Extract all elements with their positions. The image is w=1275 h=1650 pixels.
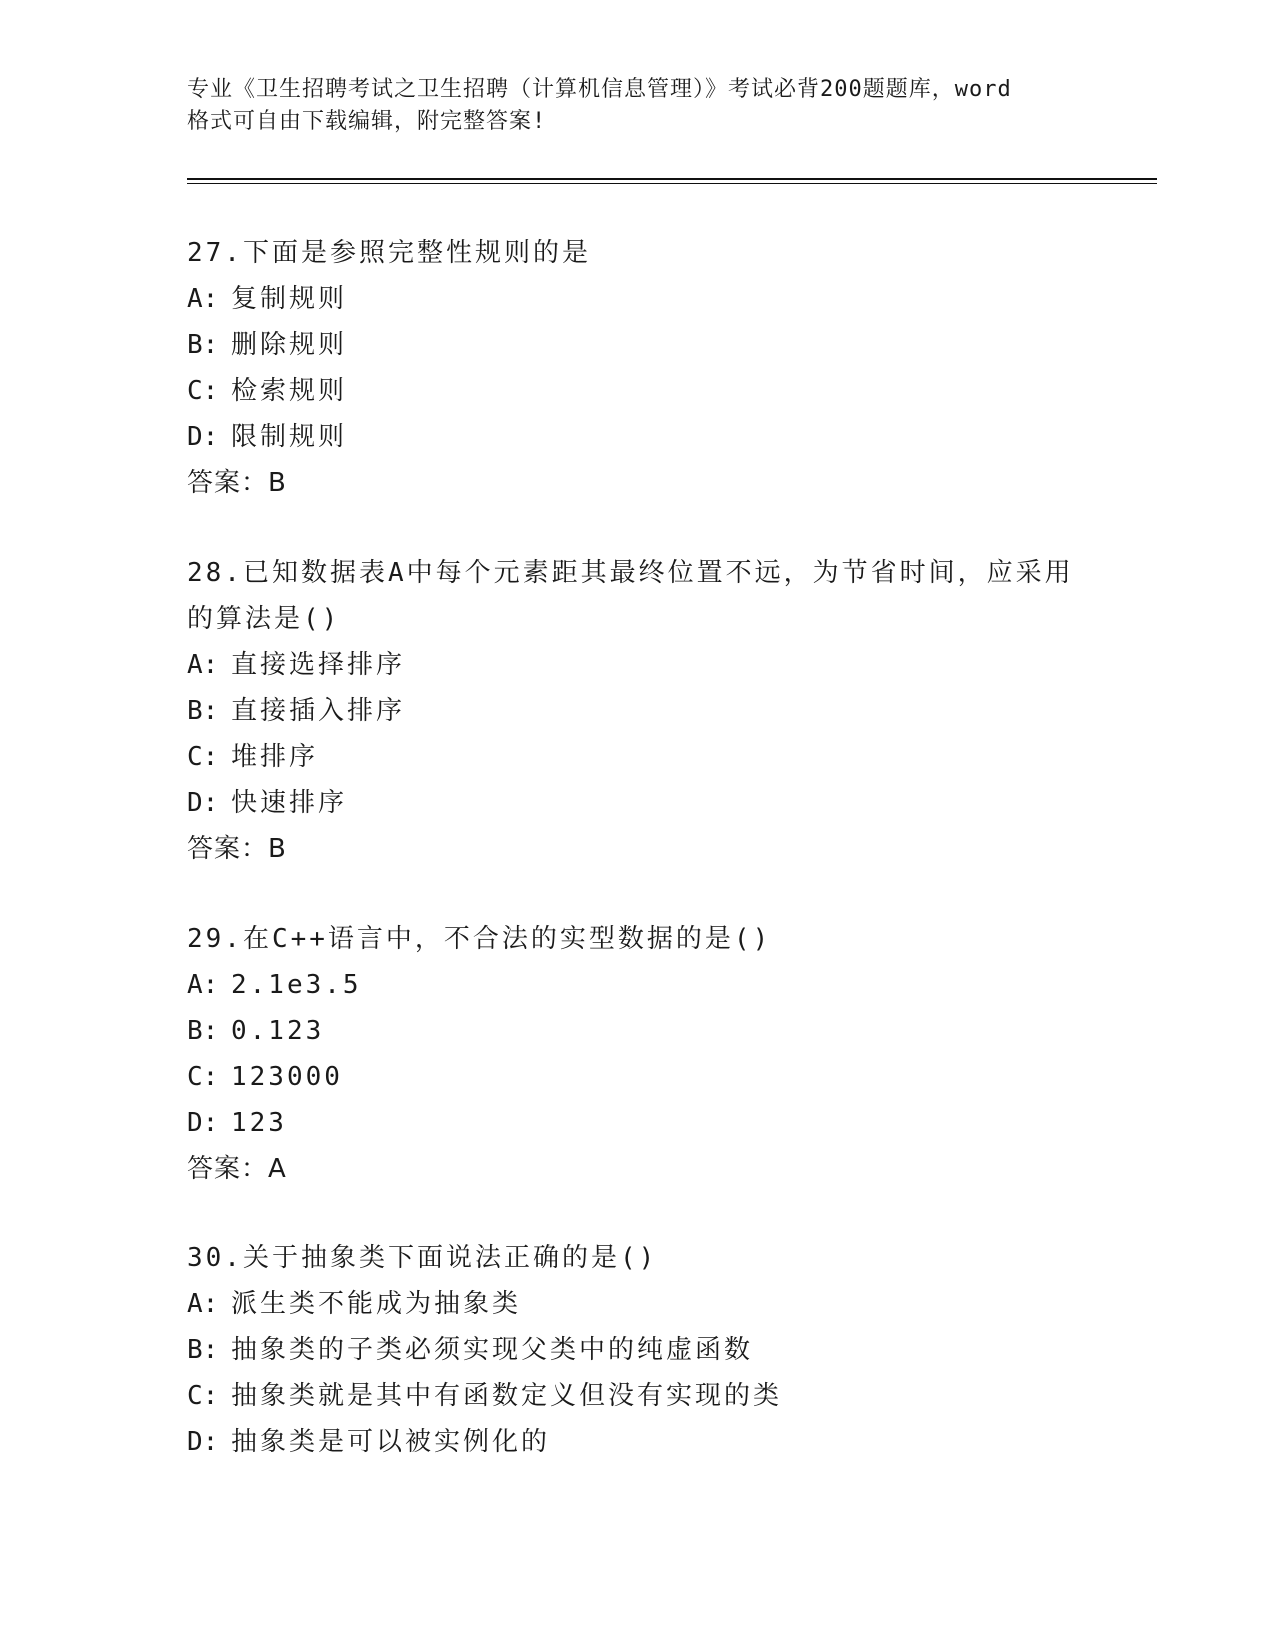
question-30 xyxy=(187,1235,1087,1465)
option-letter: C: xyxy=(187,376,219,406)
question-stem: 30.关于抽象类下面说法正确的是() xyxy=(187,1243,658,1273)
question-stem-continued: 的算法是() xyxy=(187,604,341,634)
option-a xyxy=(187,276,1087,322)
option-letter: C: xyxy=(187,742,219,772)
option-c xyxy=(187,734,1087,780)
answer-line: 答案：A xyxy=(187,1154,287,1184)
option-c xyxy=(187,1373,1087,1419)
option-c xyxy=(187,368,1087,414)
option-text: 0.123 xyxy=(231,1016,325,1046)
option-letter: D: xyxy=(187,788,219,818)
option-text: 派生类不能成为抽象类 xyxy=(231,1289,522,1319)
header-divider-thin xyxy=(187,183,1157,184)
option-b xyxy=(187,1327,1087,1373)
option-d xyxy=(187,1419,1087,1465)
question-27 xyxy=(187,230,1087,506)
answer-line: 答案：B xyxy=(187,468,287,498)
option-text: 抽象类的子类必须实现父类中的纯虚函数 xyxy=(231,1335,754,1365)
option-b xyxy=(187,322,1087,368)
option-letter: D: xyxy=(187,1427,219,1457)
option-letter: B: xyxy=(187,1335,219,1365)
option-letter: A: xyxy=(187,650,219,680)
header-line-2: 格式可自由下载编辑，附完整答案! xyxy=(187,109,547,134)
option-d xyxy=(187,1100,1087,1146)
option-letter: B: xyxy=(187,696,219,726)
option-a xyxy=(187,1281,1087,1327)
option-letter: C: xyxy=(187,1062,219,1092)
option-text: 2.1e3.5 xyxy=(231,970,362,1000)
option-text: 快速排序 xyxy=(231,788,348,818)
question-28 xyxy=(187,550,1087,872)
answer-line: 答案：B xyxy=(187,834,287,864)
option-letter: B: xyxy=(187,330,219,360)
option-letter: A: xyxy=(187,970,219,1000)
option-text: 直接插入排序 xyxy=(231,696,406,726)
header-line-1: 专业《卫生招聘考试之卫生招聘（计算机信息管理）》考试必背200题题库，word xyxy=(187,77,1012,102)
option-text: 抽象类就是其中有函数定义但没有实现的类 xyxy=(231,1381,783,1411)
question-stem: 29.在C++语言中，不合法的实型数据的是() xyxy=(187,924,772,954)
option-text: 抽象类是可以被实例化的 xyxy=(231,1427,551,1457)
option-d xyxy=(187,414,1087,460)
option-letter: D: xyxy=(187,1108,219,1138)
option-text: 复制规则 xyxy=(231,284,348,314)
option-a xyxy=(187,642,1087,688)
option-c xyxy=(187,1054,1087,1100)
option-letter: A: xyxy=(187,284,219,314)
option-letter: B: xyxy=(187,1016,219,1046)
document-header xyxy=(187,74,1087,138)
question-stem: 28.已知数据表A中每个元素距其最终位置不远，为节省时间，应采用 xyxy=(187,558,1074,588)
question-stem: 27.下面是参照完整性规则的是 xyxy=(187,238,591,268)
option-letter: D: xyxy=(187,422,219,452)
option-letter: C: xyxy=(187,1381,219,1411)
option-text: 限制规则 xyxy=(231,422,348,452)
option-d xyxy=(187,780,1087,826)
option-text: 直接选择排序 xyxy=(231,650,406,680)
option-letter: A: xyxy=(187,1289,219,1319)
option-text: 123 xyxy=(231,1108,287,1138)
option-text: 删除规则 xyxy=(231,330,348,360)
option-a xyxy=(187,962,1087,1008)
option-text: 检索规则 xyxy=(231,376,348,406)
option-b xyxy=(187,1008,1087,1054)
option-b xyxy=(187,688,1087,734)
option-text: 123000 xyxy=(231,1062,343,1092)
question-29 xyxy=(187,916,1087,1192)
option-text: 堆排序 xyxy=(231,742,319,772)
header-divider-thick xyxy=(187,178,1157,180)
